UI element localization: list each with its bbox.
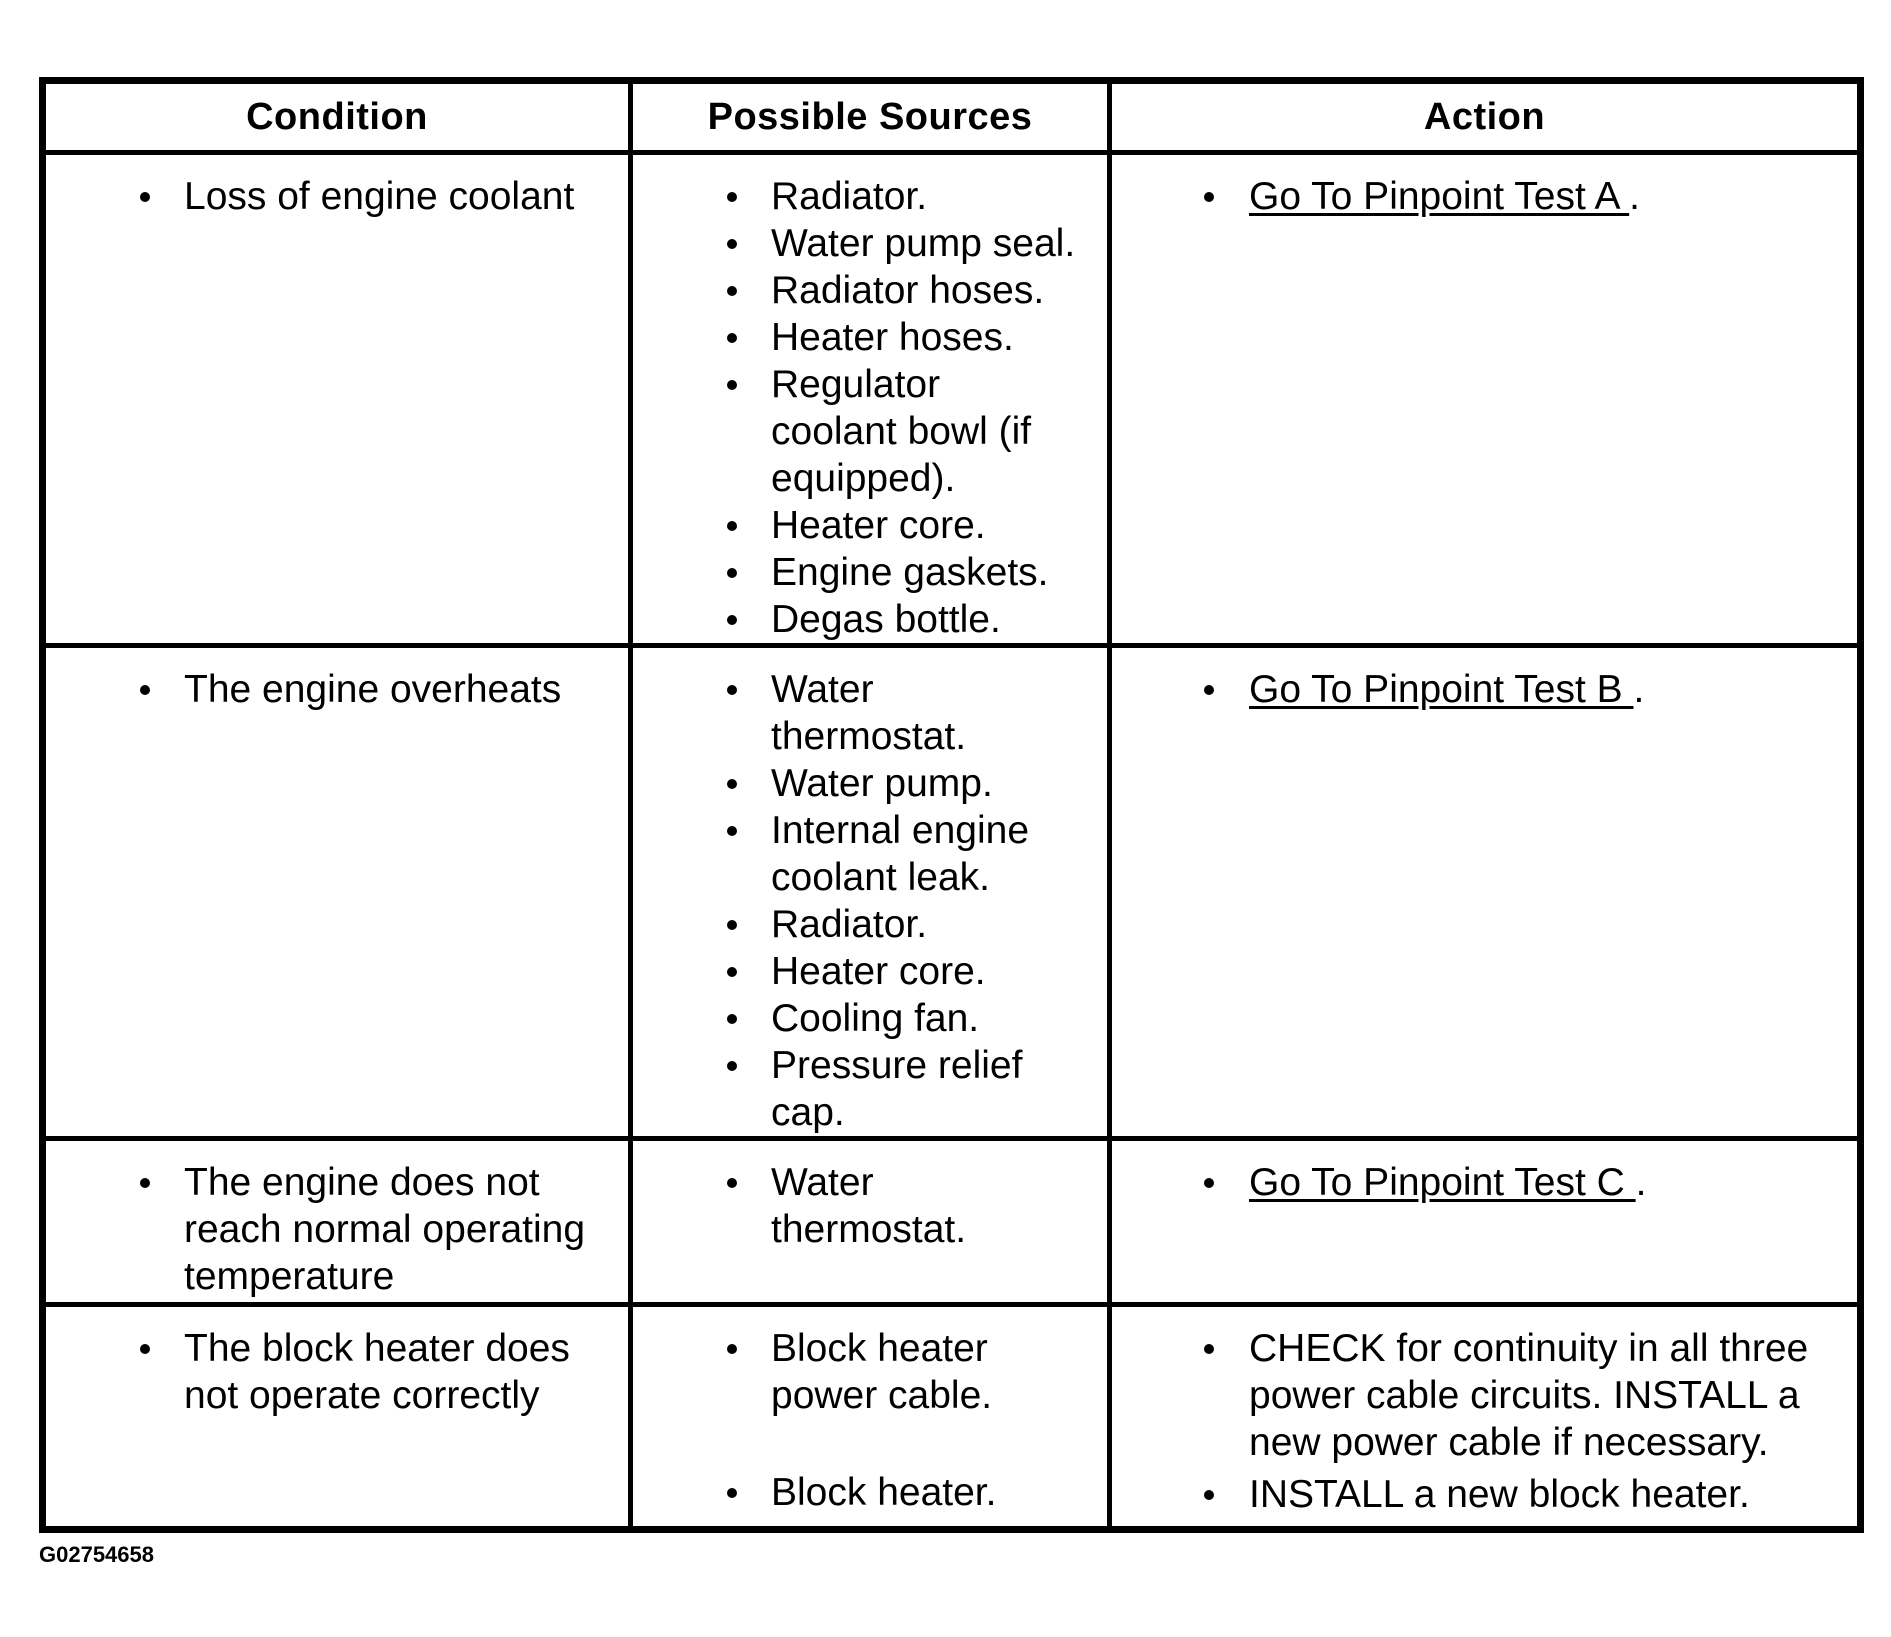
- bullet-icon: [140, 1178, 150, 1188]
- list-item: Radiator hoses.: [771, 267, 1101, 314]
- bullet-icon: [1204, 192, 1214, 202]
- bullet-icon: [727, 239, 737, 249]
- action-cell: [1110, 1139, 1861, 1305]
- sources-cell: [631, 153, 1110, 646]
- bullet-icon: [727, 286, 737, 296]
- sources-cell: [631, 1139, 1110, 1305]
- header-row: [43, 81, 1861, 153]
- condition-cell: [43, 1305, 631, 1530]
- table-row: [43, 1305, 1861, 1530]
- bullet-icon: [727, 615, 737, 625]
- bullet-icon: [1204, 1178, 1214, 1188]
- pinpoint-test-c-link[interactable]: Go To Pinpoint Test C: [1249, 1161, 1636, 1204]
- pinpoint-test-a-link[interactable]: Go To Pinpoint Test A: [1249, 175, 1630, 218]
- list-item: Internal engine coolant leak.: [771, 807, 1071, 901]
- bullet-icon: [727, 1344, 737, 1354]
- list-item: The engine overheats: [184, 666, 618, 713]
- table-row: [43, 153, 1861, 646]
- bullet-icon: [140, 192, 150, 202]
- list-item: Water pump.: [771, 760, 1101, 807]
- bullet-icon: [727, 685, 737, 695]
- list-item: Block heater.: [771, 1469, 1103, 1516]
- bullet-icon: [727, 380, 737, 390]
- bullet-icon: [727, 1488, 737, 1498]
- bullet-icon: [1204, 1490, 1214, 1500]
- list-item: Water pump seal.: [771, 220, 1101, 267]
- table-row: [43, 1139, 1861, 1305]
- figure-id: G02754658: [39, 1542, 154, 1567]
- header-condition: Condition: [43, 81, 631, 153]
- list-item: Cooling fan.: [771, 995, 1101, 1042]
- action-cell: [1110, 1305, 1861, 1530]
- bullet-icon: [727, 192, 737, 202]
- bullet-icon: [727, 779, 737, 789]
- list-item: Go To Pinpoint Test C .: [1249, 1159, 1851, 1206]
- condition-cell: [43, 1139, 631, 1305]
- list-item: INSTALL a new block heater.: [1249, 1471, 1851, 1518]
- header-action: Action: [1110, 81, 1861, 153]
- list-item: Block heater power cable.: [771, 1325, 1021, 1419]
- bullet-icon: [140, 685, 150, 695]
- bullet-icon: [727, 568, 737, 578]
- bullet-icon: [1204, 1344, 1214, 1354]
- sources-cell: [631, 1305, 1110, 1530]
- condition-cell: [43, 153, 631, 646]
- action-cell: [1110, 153, 1861, 646]
- sources-cell: [631, 646, 1110, 1139]
- bullet-icon: [727, 826, 737, 836]
- list-item: The block heater does not operate correctly: [184, 1325, 604, 1419]
- diagnosis-table: [39, 77, 1864, 1533]
- list-item: Pressure relief cap.: [771, 1042, 1051, 1136]
- list-item: CHECK for continuity in all three power cable circuits. INSTALL a new power cable if necessary.: [1249, 1325, 1851, 1466]
- bullet-icon: [727, 967, 737, 977]
- action-cell: [1110, 646, 1861, 1139]
- bullet-icon: [727, 920, 737, 930]
- pinpoint-test-b-link[interactable]: Go To Pinpoint Test B: [1249, 668, 1634, 711]
- bullet-icon: [727, 1014, 737, 1024]
- list-item: Degas bottle.: [771, 596, 1101, 643]
- table-row: [43, 646, 1861, 1139]
- bullet-icon: [727, 1061, 737, 1071]
- list-item: Water thermostat.: [771, 1159, 991, 1253]
- header-possible-sources: Possible Sources: [631, 81, 1110, 153]
- bullet-icon: [727, 333, 737, 343]
- list-item: Heater core.: [771, 502, 1101, 549]
- bullet-icon: [727, 521, 737, 531]
- bullet-icon: [1204, 685, 1214, 695]
- list-item: Heater hoses.: [771, 314, 1101, 361]
- bullet-icon: [140, 1344, 150, 1354]
- list-item: Radiator.: [771, 901, 1101, 948]
- list-item: Water thermostat.: [771, 666, 991, 760]
- list-item: The engine does not reach normal operating temperature: [184, 1159, 624, 1300]
- list-item: Engine gaskets.: [771, 549, 1101, 596]
- list-item: Regulator coolant bowl (if equipped).: [771, 361, 1071, 502]
- condition-cell: [43, 646, 631, 1139]
- list-item: Heater core.: [771, 948, 1101, 995]
- list-item: Loss of engine coolant: [184, 173, 618, 220]
- list-item: Go To Pinpoint Test B .: [1249, 666, 1851, 713]
- list-item: Radiator.: [771, 173, 1101, 220]
- bullet-icon: [727, 1178, 737, 1188]
- list-item: Go To Pinpoint Test A .: [1249, 173, 1851, 220]
